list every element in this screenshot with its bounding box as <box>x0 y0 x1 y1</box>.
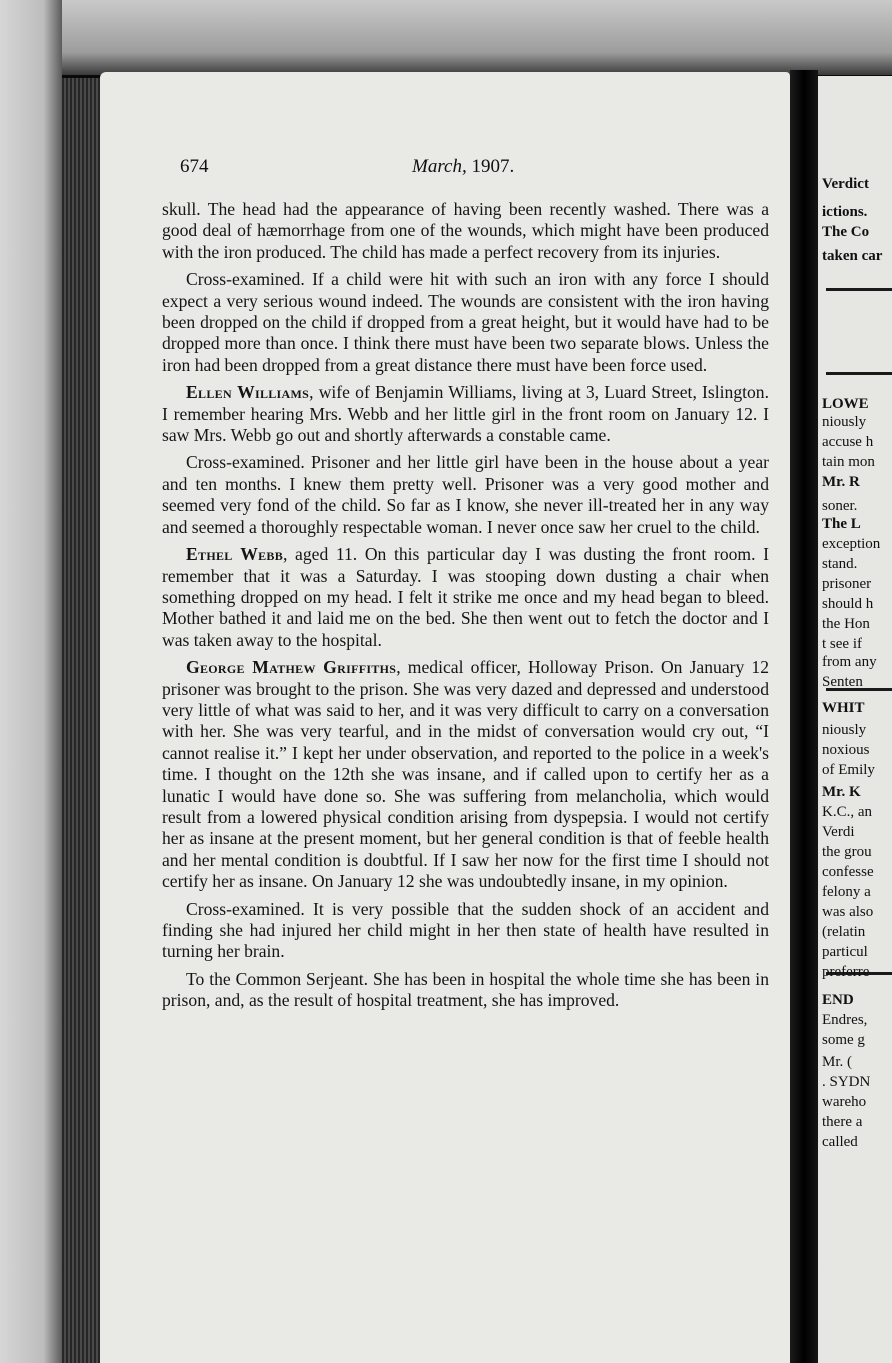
adjacent-page-line: Mr. K <box>822 784 861 800</box>
witness-name: Ethel Webb <box>186 544 283 565</box>
paragraph-text: , aged 11. On this particular day I was dusting the front room. I remember that it was a Saturday. I was stooping down dusting a chair when something dropped on my head. I felt it strike me once and my head began to bleed. Mother bathed it and laid me on the bed. She then went out to fetch the doctor and I was taken away to the hospital. <box>162 544 769 650</box>
paragraph <box>162 969 769 1012</box>
adjacent-page-line: Mr. ( <box>822 1054 852 1070</box>
adjacent-page-rule <box>826 372 892 375</box>
scan-top-strip <box>0 0 892 75</box>
scan-left-edge <box>0 0 62 1363</box>
paragraph-text: Cross-examined. If a child were hit with such an iron with any force I should expect a very serious wound indeed. The wounds are consistent with the iron having been dropped on the child if dropped from a great height, but it would have had to be dropped more than once. I think there must have been two separate blows. Unless the iron had been dropped from a great distance there must have been force used. <box>162 269 769 375</box>
paragraph <box>162 657 769 892</box>
adjacent-page-line: niously <box>822 414 867 430</box>
adjacent-page-line: WHIT <box>822 700 865 716</box>
adjacent-page-line: preferre <box>822 964 870 980</box>
paragraph <box>162 544 769 651</box>
paragraph-text: , wife of Benjamin Williams, living at 3, Luard Street, Islington. I remember hearing Mrs. Webb and her little girl in the front room on January 12. I saw Mrs. Webb go out and shortly afterwards a constable came. <box>162 382 769 446</box>
adjacent-page-line: (relatin <box>822 924 866 940</box>
adjacent-page-line: K.C., an <box>822 804 872 820</box>
paragraph <box>162 269 769 376</box>
adjacent-page-line: The Co <box>822 224 870 240</box>
adjacent-page-line: END <box>822 992 854 1008</box>
paragraph-text: To the Common Serjeant. She has been in hospital the whole time she has been in prison, and, as the result of hospital treatment, she has improved. <box>162 968 769 1011</box>
adjacent-page-line: the grou <box>822 844 872 860</box>
adjacent-page-line: was also <box>822 904 874 920</box>
adjacent-page-line: . SYDN <box>822 1074 871 1090</box>
paragraph-text: skull. The head had the appearance of having been recently washed. There was a good deal of hæmorrhage from one of the wounds, which might have been produced with the iron produced. The child has made a perfect recovery from its injuries. <box>162 199 769 262</box>
paragraph <box>162 452 769 538</box>
adjacent-page-line: there a <box>822 1114 863 1130</box>
paragraph <box>162 382 769 446</box>
adjacent-page-line: Mr. R <box>822 474 860 490</box>
body-text <box>162 199 769 1018</box>
witness-name: Ellen Williams <box>186 382 310 403</box>
adjacent-page-line: taken car <box>822 248 883 264</box>
page-stack-edge <box>62 78 102 1363</box>
adjacent-page-line: soner. <box>822 498 858 514</box>
page-number: 674 <box>180 156 209 177</box>
adjacent-page <box>818 76 892 1363</box>
paragraph <box>162 899 769 963</box>
adjacent-page-line: t see if <box>822 636 862 652</box>
adjacent-page-line: of Emily <box>822 762 875 778</box>
adjacent-page-line: called <box>822 1134 858 1150</box>
adjacent-page-line: particul <box>822 944 868 960</box>
adjacent-page-line: should h <box>822 596 874 612</box>
adjacent-page-rule <box>826 288 892 291</box>
adjacent-page-line: niously <box>822 722 867 738</box>
paragraph-text: Cross-examined. It is very possible that the sudden shock of an accident and finding she had injured her child might in her then state of health have resulted in turning her brain. <box>162 898 769 962</box>
adjacent-page-line: Senten <box>822 674 863 690</box>
adjacent-page-line: LOWE <box>822 396 869 412</box>
adjacent-page-line: from any <box>822 654 877 670</box>
adjacent-page-line: felony a <box>822 884 871 900</box>
book-gutter <box>790 70 818 1363</box>
adjacent-page-line: Verdict <box>822 176 869 192</box>
adjacent-page-line: ictions. <box>822 204 868 220</box>
witness-name: George Mathew Griffiths <box>186 657 397 678</box>
adjacent-page-line: the Hon <box>822 616 870 632</box>
adjacent-page-line: exception <box>822 536 881 552</box>
adjacent-page-line: Endres, <box>822 1012 868 1028</box>
adjacent-page-line: prisoner <box>822 576 872 592</box>
adjacent-page-line: The L <box>822 516 861 532</box>
paragraph-text: Cross-examined. Prisoner and her little girl have been in the house about a year and ten months. I knew them pretty well. Prisoner was a very good mother and seemed very fond of the child. So far as I know, she never ill-treated her in any way and seemed a thoroughly respectable woman. I never once saw her cruel to the child. <box>162 452 769 537</box>
paragraph <box>162 199 769 263</box>
running-title-month: March, <box>412 156 467 177</box>
adjacent-page-line: stand. <box>822 556 858 572</box>
running-title-year: 1907. <box>466 156 515 177</box>
adjacent-page-line: Verdi <box>822 824 855 840</box>
page-header <box>180 156 770 182</box>
adjacent-page-line: tain mon <box>822 454 875 470</box>
paragraph-text: , medical officer, Holloway Prison. On January 12 prisoner was brought to the prison. She was very dazed and depressed and understood very little of what was said to her, and it was very difficult to carry on a conversation with her. She was very tearful, and in the midst of conversation would cry out, “I cannot realise it.” I kept her under observation, and reported to the police in a week's time. I thought on the 12th she was insane, and if called upon to certify her as a lunatic I would have done so. She was suffering from melancholia, which would result from a lowered physical condition arising from dyspepsia. I would not certify her as insane at the present moment, but her general condition is that of feeble health and her mental condition is doubtful. If I saw her now for the first time I should not certify her as insane. On January 12 she was undoubtedly insane, in my opinion. <box>162 657 770 892</box>
adjacent-page-line: noxious <box>822 742 870 758</box>
adjacent-page-line: some g <box>822 1032 865 1048</box>
adjacent-page-line: wareho <box>822 1094 867 1110</box>
adjacent-page-line: confesse <box>822 864 874 880</box>
adjacent-page-line: accuse h <box>822 434 874 450</box>
running-title <box>412 156 514 178</box>
